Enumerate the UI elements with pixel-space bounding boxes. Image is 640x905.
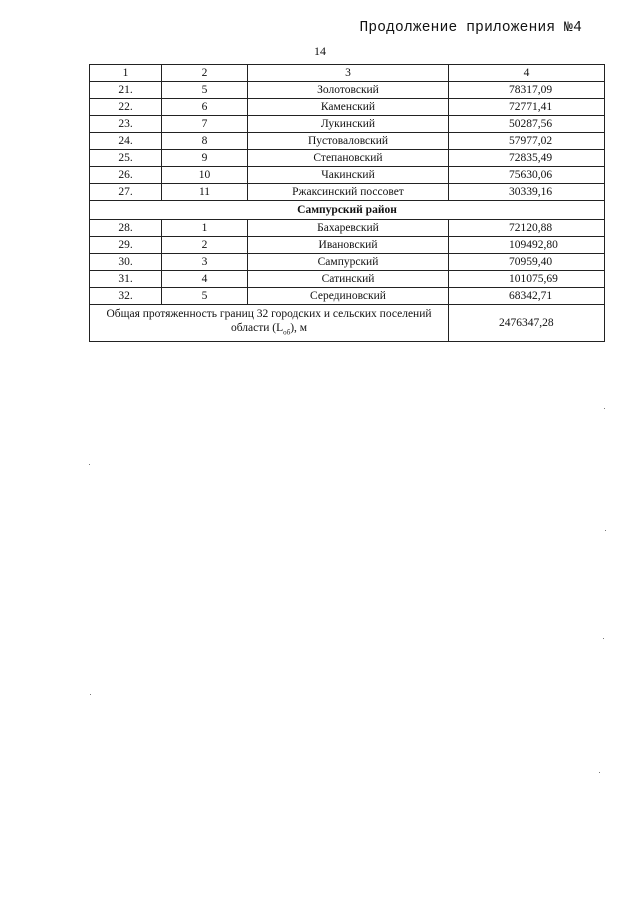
row-number: 26. [90, 167, 162, 184]
table-row [90, 116, 605, 133]
district-index: 3 [162, 254, 248, 271]
settlement-name: Пустоваловский [248, 133, 449, 150]
settlement-name: Ивановский [248, 237, 449, 254]
total-row [90, 305, 605, 342]
district-index: 5 [162, 82, 248, 99]
section-row [90, 201, 605, 220]
table-row [90, 167, 605, 184]
row-number: 30. [90, 254, 162, 271]
settlement-name: Бахаревский [248, 220, 449, 237]
total-label-text: Общая протяженность границ 32 городских и сельских поселений области (L [106, 307, 432, 334]
table-row [90, 237, 605, 254]
table-row [90, 150, 605, 167]
row-number: 22. [90, 99, 162, 116]
boundary-length: 72771,41 [449, 99, 605, 116]
district-index: 9 [162, 150, 248, 167]
district-index: 4 [162, 271, 248, 288]
page-number: 14 [314, 44, 326, 58]
total-value: 2476347,28 [449, 305, 605, 342]
boundary-length: 57977,02 [449, 133, 605, 150]
settlement-name: Сатинский [248, 271, 449, 288]
district-index: 8 [162, 133, 248, 150]
row-number: 23. [90, 116, 162, 133]
table-row [90, 254, 605, 271]
boundary-length: 72835,49 [449, 150, 605, 167]
boundary-length-table [89, 64, 605, 342]
row-number: 32. [90, 288, 162, 305]
table-row [90, 184, 605, 201]
total-label-unit: ), м [290, 321, 308, 334]
appendix-heading: Продолжение приложения №4 [359, 20, 582, 36]
table-row [90, 82, 605, 99]
boundary-length: 72120,88 [449, 220, 605, 237]
settlement-name: Сампурский [248, 254, 449, 271]
settlement-name: Серединовский [248, 288, 449, 305]
row-number: 25. [90, 150, 162, 167]
column-header: 1 [90, 65, 162, 82]
boundary-length: 109492,80 [449, 237, 605, 254]
total-label [90, 305, 449, 342]
boundary-length: 50287,56 [449, 116, 605, 133]
district-index: 5 [162, 288, 248, 305]
row-number: 24. [90, 133, 162, 150]
boundary-length: 70959,40 [449, 254, 605, 271]
district-index: 1 [162, 220, 248, 237]
table-row [90, 271, 605, 288]
boundary-length: 68342,71 [449, 288, 605, 305]
row-number: 21. [90, 82, 162, 99]
settlement-name: Лукинский [248, 116, 449, 133]
settlement-name: Степановский [248, 150, 449, 167]
row-number: 27. [90, 184, 162, 201]
boundary-length: 78317,09 [449, 82, 605, 99]
column-header: 2 [162, 65, 248, 82]
settlement-name: Чакинский [248, 167, 449, 184]
header-row [90, 65, 605, 82]
row-number: 31. [90, 271, 162, 288]
total-label-subscript: об [283, 328, 291, 337]
boundary-length: 101075,69 [449, 271, 605, 288]
settlement-name: Ржаксинский поссовет [248, 184, 449, 201]
district-section-title: Сампурский район [90, 201, 605, 220]
table-row [90, 133, 605, 150]
settlement-name: Каменский [248, 99, 449, 116]
district-index: 2 [162, 237, 248, 254]
boundary-length: 75630,06 [449, 167, 605, 184]
district-index: 10 [162, 167, 248, 184]
district-index: 11 [162, 184, 248, 201]
column-header: 4 [449, 65, 605, 82]
column-header: 3 [248, 65, 449, 82]
table-row [90, 220, 605, 237]
table-row [90, 288, 605, 305]
district-index: 6 [162, 99, 248, 116]
row-number: 28. [90, 220, 162, 237]
district-index: 7 [162, 116, 248, 133]
settlement-name: Золотовский [248, 82, 449, 99]
boundary-length: 30339,16 [449, 184, 605, 201]
table-row [90, 99, 605, 116]
row-number: 29. [90, 237, 162, 254]
